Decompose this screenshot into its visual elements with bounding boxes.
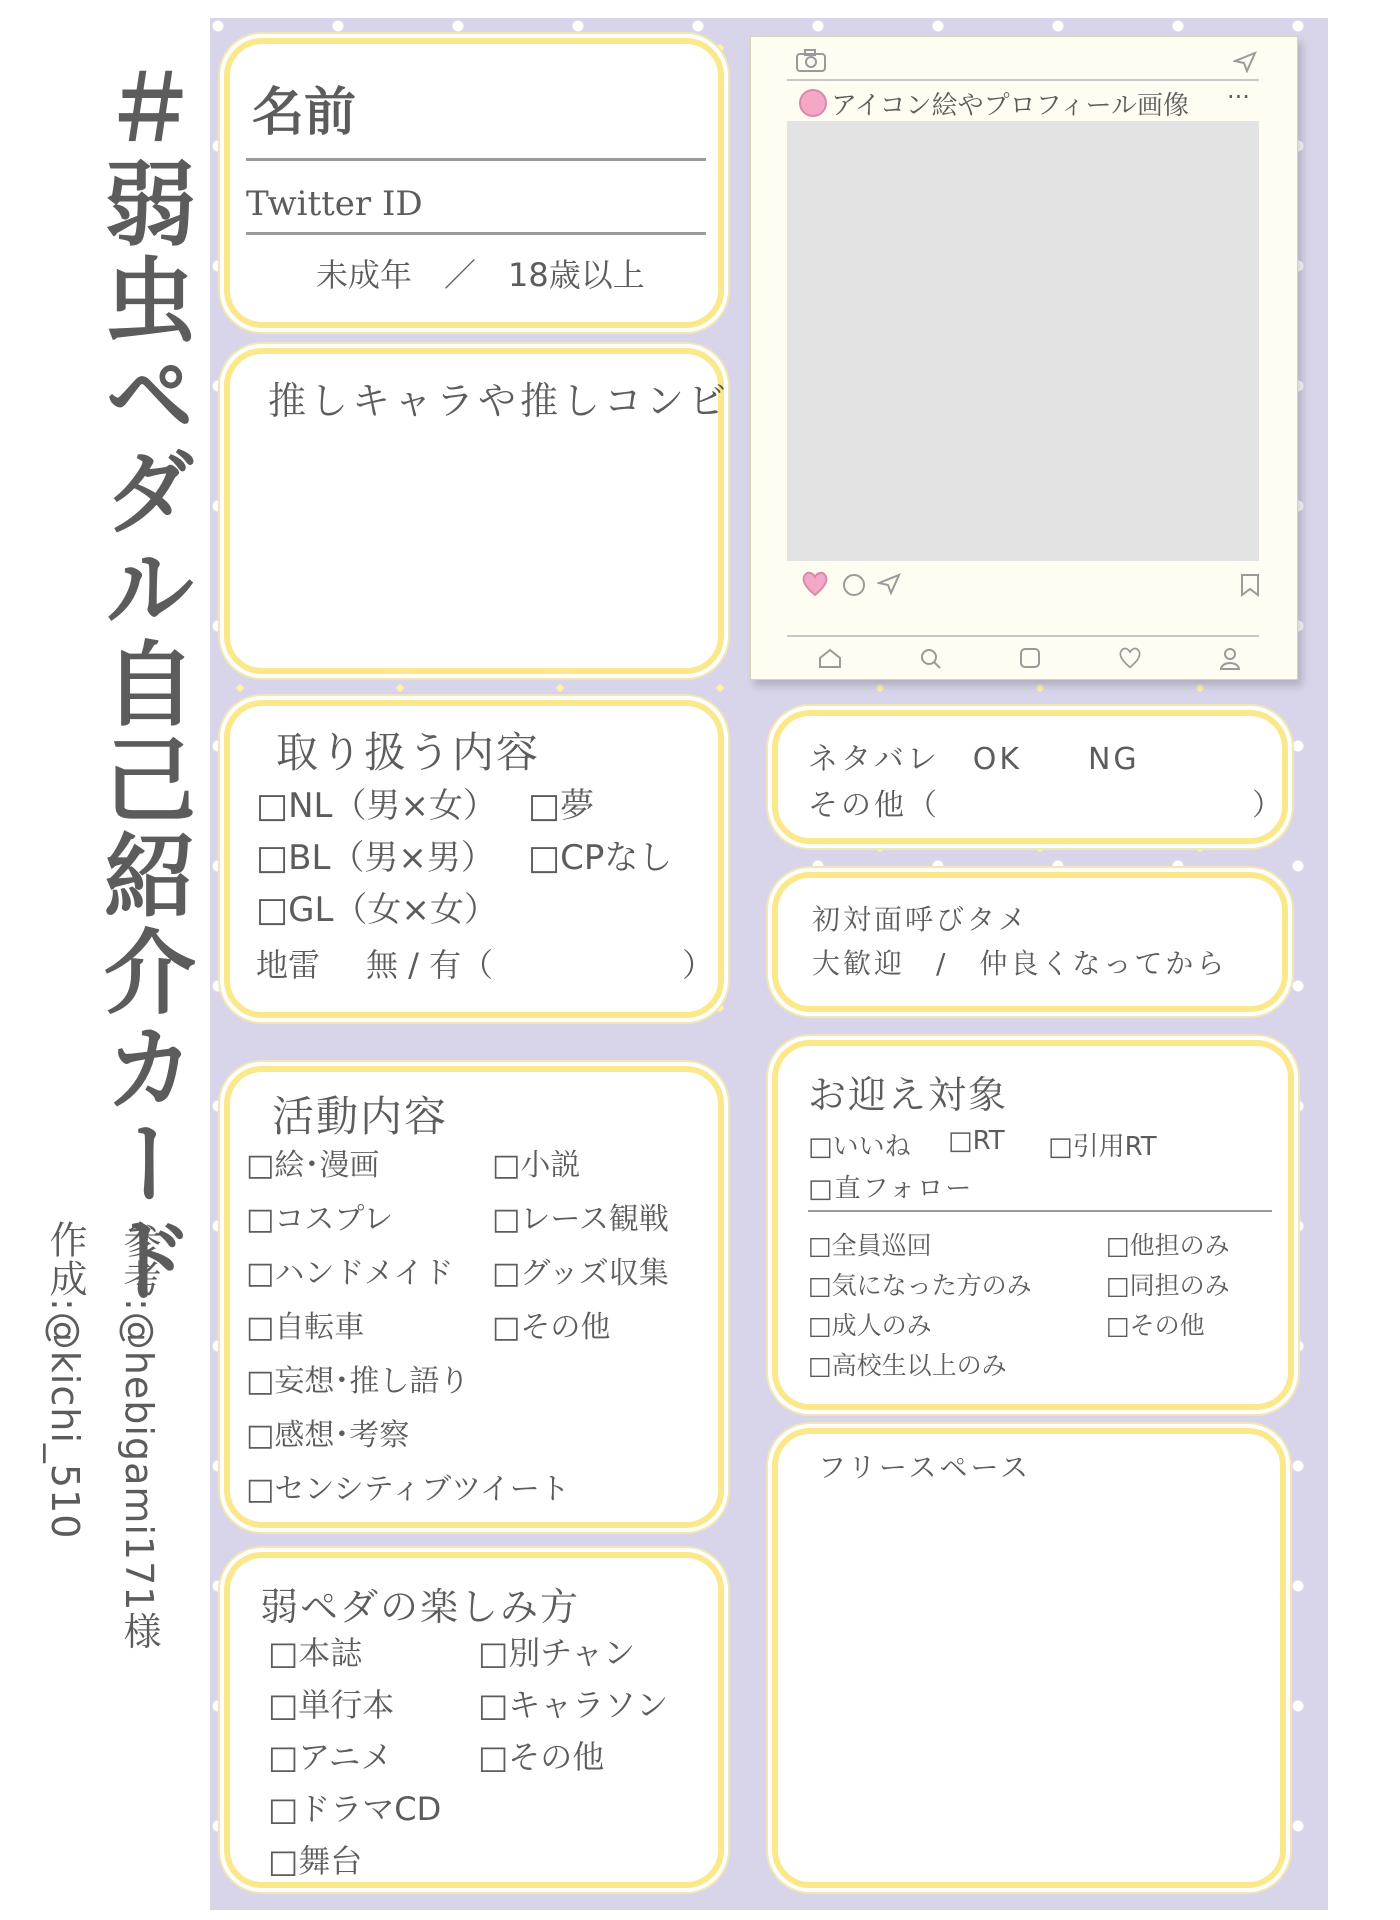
reference-credit: 参考:@hebigami171様 [117,1220,161,1651]
content-item-no-cp[interactable]: □CPなし [528,838,673,878]
send-icon[interactable] [1233,51,1257,73]
age-options: 未成年 ／ 18歳以上 [316,256,645,294]
activity-item-goods[interactable]: □グッズ収集 [492,1256,669,1291]
jirai-label: 地雷 [256,946,321,984]
name-underline [246,158,706,161]
spoiler-other: その他（ [808,788,940,823]
home-icon[interactable] [817,647,843,669]
enjoy-title: 弱ペダの楽しみ方 [260,1585,581,1629]
activity-item-other[interactable]: □その他 [492,1310,611,1345]
activity-item-cosplay[interactable]: □コスプレ [246,1202,394,1237]
camera-icon[interactable] [795,49,827,73]
author-credit: 作成:@kichi_510 [43,1220,87,1540]
activity-item-handmade[interactable]: □ハンドメイド [246,1256,454,1291]
welcome-title: お迎え対象 [808,1073,1009,1117]
welcome-item-quote-rt[interactable]: □引用RT [1048,1132,1157,1162]
post-footer-line [787,635,1259,637]
content-item-gl[interactable]: □GL（女×女） [256,890,498,930]
favorites-card [224,348,731,674]
profile-post-card [750,36,1298,680]
enjoy-item-drama-cd[interactable]: □ドラマCD [268,1790,442,1828]
avatar [799,89,827,117]
twitter-id-label: Twitter ID [246,184,423,224]
spoiler-close: ） [1252,788,1282,823]
welcome-item-rt[interactable]: □RT [948,1126,1005,1156]
search-icon[interactable] [919,647,943,671]
welcome-item-same-fandom[interactable]: □同担のみ [1106,1271,1230,1300]
enjoy-item-anime[interactable]: □アニメ [268,1738,393,1776]
post-caption: アイコン絵やプロフィール画像 [831,91,1190,121]
jirai-value: 無 / 有（ [366,946,494,984]
enjoy-item-volumes[interactable]: □単行本 [268,1686,395,1724]
enjoy-item-stage[interactable]: □舞台 [268,1842,363,1880]
enjoy-card [224,1552,724,1888]
activity-item-race[interactable]: □レース観戦 [492,1202,669,1237]
activity-item-art[interactable]: □絵･漫画 [246,1148,380,1183]
content-item-nl[interactable]: □NL（男×女） [256,786,497,826]
welcome-item-like[interactable]: □いいね [808,1132,911,1162]
comment-icon[interactable] [841,573,867,597]
welcome-item-other[interactable]: □その他 [1106,1311,1205,1340]
welcome-item-highschool[interactable]: □高校生以上のみ [808,1351,1007,1380]
content-item-bl[interactable]: □BL（男×男） [256,838,495,878]
jirai-close: ） [682,946,715,984]
square-icon[interactable] [1019,647,1041,669]
spoiler-line: ネタバレ OK NG [808,742,1140,777]
tameguchi-line1: 初対面呼びタメ [812,903,1030,936]
more-menu[interactable]: ··· [1227,83,1250,111]
heart-outline-icon[interactable] [1117,647,1143,669]
enjoy-item-bessatsu[interactable]: □別チャン [478,1634,636,1672]
activity-item-bicycle[interactable]: □自転車 [246,1310,365,1345]
favorites-title: 推しキャラや推しコンビ [268,379,731,423]
tameguchi-card [772,872,1288,1012]
free-space-card [772,1428,1286,1888]
content-item-dream[interactable]: □夢 [528,786,595,826]
enjoy-item-charasong[interactable]: □キャラソン [478,1686,669,1724]
welcome-item-adults[interactable]: □成人のみ [808,1311,932,1340]
heart-icon[interactable] [801,571,829,597]
name-card [224,38,724,328]
content-card [224,700,724,1018]
welcome-item-other-fandom[interactable]: □他担のみ [1106,1231,1230,1260]
activity-item-review[interactable]: □感想･考察 [246,1418,410,1453]
page-title: ＃弱虫ペダル自己紹介カード [89,60,196,1308]
welcome-divider [808,1210,1272,1212]
activity-item-delusion[interactable]: □妄想･推し語り [246,1364,470,1399]
user-icon[interactable] [1219,647,1241,671]
photo-placeholder [787,121,1259,561]
enjoy-item-magazine[interactable]: □本誌 [268,1634,363,1672]
post-header-line [787,79,1259,81]
welcome-item-direct-follow[interactable]: □直フォロー [808,1174,974,1204]
tameguchi-line2: 大歓迎 / 仲良くなってから [812,947,1228,980]
name-label: 名前 [252,83,357,143]
bookmark-icon[interactable] [1239,573,1261,597]
free-space-title: フリースペース [818,1451,1032,1484]
activity-item-novel[interactable]: □小説 [492,1148,581,1183]
activity-title: 活動内容 [272,1092,449,1141]
welcome-item-all[interactable]: □全員巡回 [808,1231,932,1260]
twitter-underline [246,232,706,235]
activity-item-sensitive[interactable]: □センシティブツイート [246,1472,570,1507]
welcome-item-interested[interactable]: □気になった方のみ [808,1271,1032,1300]
spoiler-card [772,710,1288,844]
welcome-card [772,1040,1294,1410]
share-icon[interactable] [877,573,901,595]
enjoy-item-other[interactable]: □その他 [478,1738,605,1776]
content-title: 取り扱う内容 [276,728,541,777]
activity-card [224,1066,724,1528]
